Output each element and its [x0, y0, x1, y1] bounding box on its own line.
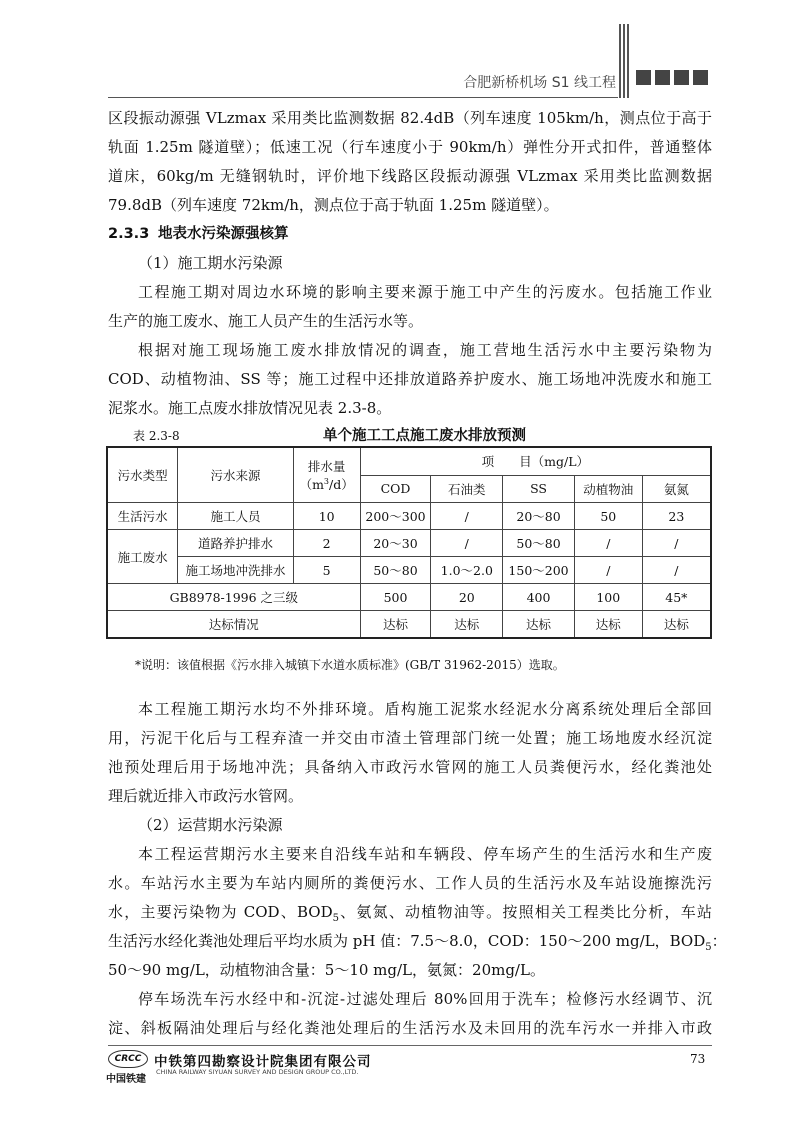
wastewater-table — [106, 446, 712, 639]
paragraph-line: 79.8dB（列车速度 72km/h，测点位于高于轨面 1.25m 隧道壁）。 — [108, 196, 559, 214]
table-row-compliance: 达标情况 达标 达标 达标 达标 达标 — [107, 611, 711, 639]
paragraph-line: 生活污水经化粪池处理后平均水质为 pH 值：7.5～8.0，COD：150～200 mg/L，$BOD_5$： — [108, 932, 727, 953]
paragraph-line: 淀、斜板隔油处理后与经化粪池处理后的生活污水及未回用的洗车污水一并排入市政 — [108, 1019, 712, 1037]
group-domestic: 生活污水 — [107, 503, 178, 530]
header-title: 合肥新桥机场 S1 线工程 — [463, 75, 616, 91]
table-note: *说明：该值根据《污水排入城镇下水道水质标准》(GB/T 31962-2015）选取。 — [135, 658, 565, 672]
paragraph-line: 池预处理后用于场地冲洗；具备纳入市政污水管网的施工人员粪便污水，经化粪池处 — [108, 758, 712, 776]
paragraph-line: 水，主要污染物为 COD、$BOD_5$、氨氮、动植物油等。按照相关工程类比分析，车站 — [108, 903, 712, 924]
paragraph-line: 生产的施工废水、施工人员产生的生活污水等。 — [108, 312, 424, 330]
table-header-row — [107, 447, 711, 475]
group-construction: 施工废水 — [107, 530, 178, 584]
paragraph-line: 水。车站污水主要为车站内厕所的粪便污水、工作人员的生活污水及车站设施擦洗污 — [108, 874, 712, 892]
table-id: 表 2.3-8 — [133, 429, 180, 443]
col-oil: 石油类 — [431, 475, 503, 503]
paragraph-line: COD、动植物油、SS 等；施工过程中还排放道路养护废水、施工场地冲洗废水和施工 — [108, 370, 712, 388]
header-items: 项 目（mg/L） — [360, 447, 711, 475]
paragraph-line: 区段振动源强 VLzmax 采用类比监测数据 82.4dB（列车速度 105km/h，测点位于高于 — [108, 109, 712, 127]
body-bottom — [108, 695, 727, 1043]
company-name-cn: 中铁第四勘察设计院集团有限公司 — [154, 1054, 372, 1070]
col-animal-oil: 动植物油 — [574, 475, 642, 503]
paragraph-line: 工程施工期对周边水环境的影响主要来源于施工中产生的污废水。包括施工作业 — [138, 283, 712, 301]
subsection-heading: （2）运营期水污染源 — [138, 816, 283, 834]
col-ss: SS — [503, 475, 575, 503]
section-number: 2.3.3 — [108, 226, 150, 242]
page-number: 73 — [690, 1052, 706, 1066]
table-row-standard: GB8978-1996 之三级 500 20 400 100 45* — [107, 584, 711, 611]
paragraph-line: 本工程运营期污水主要来自沿线车站和车辆段、停车场产生的生活污水和生产废 — [138, 845, 712, 863]
paragraph-line: 50～90 mg/L，动植物油含量：5～10 mg/L，氨氮：20mg/L。 — [108, 961, 545, 979]
paragraph-line: 停车场洗车污水经中和-沉淀-过滤处理后 80%回用于洗车；检修污水经调节、沉 — [138, 990, 712, 1008]
table-row: 施工场地冲洗排水 5 50～80 1.0～2.0 150～200 / / — [107, 557, 711, 584]
body-top — [108, 104, 712, 423]
paragraph-line: 理后就近排入市政污水管网。 — [108, 787, 304, 805]
header-discharge: 排水量 $(m^3/d)$ — [293, 447, 360, 503]
section-title: 地表水污染源强核算 — [158, 226, 289, 242]
table-caption — [133, 424, 713, 446]
paragraph-line: 用，污泥干化后与工程弃渣一并交由市渣土管理部门统一处置；施工场地废水经沉淀 — [108, 729, 712, 747]
table-row: 生活污水 施工人员 10 200～300 / 20～80 50 23 — [107, 503, 711, 530]
header-squares — [636, 70, 712, 89]
section-heading — [108, 220, 712, 249]
company-name-en: CHINA RAILWAY SIYUAN SURVEY AND DESIGN GROUP CO.,LTD. — [156, 1068, 359, 1076]
table-row: 施工废水 道路养护排水 2 20～30 / 50～80 / / — [107, 530, 711, 557]
company-logo: CRCC — [108, 1050, 148, 1068]
header-decoration-bars — [619, 24, 629, 98]
paragraph-line: 道床，60kg/m 无缝钢轨时，评价地下线路区段振动源强 VLzmax 采用类比监测数据 — [108, 167, 712, 185]
paragraph-line: 根据对施工现场施工废水排放情况的调查，施工营地生活污水中主要污染物为 — [138, 341, 712, 359]
header-source: 污水来源 — [178, 447, 293, 503]
paragraph-line: 本工程施工期污水均不外排环境。盾构施工泥浆水经泥水分离系统处理后全部回 — [138, 700, 712, 718]
table-title: 单个施工工点施工废水排放预测 — [323, 428, 526, 444]
paragraph-line: 轨面 1.25m 隧道壁）；低速工况（行车速度小于 90km/h）弹性分开式扣件，普通整体 — [108, 138, 712, 156]
col-cod: COD — [360, 475, 431, 503]
subsection-heading: （1）施工期水污染源 — [138, 254, 283, 272]
paragraph-line: 泥浆水。施工点废水排放情况见表 2.3-8。 — [108, 399, 392, 417]
brand-label: 中国铁建 — [106, 1074, 146, 1085]
footer-rule — [108, 1045, 712, 1046]
header-rule — [108, 97, 618, 98]
col-ammonia: 氨氮 — [642, 475, 711, 503]
header-type: 污水类型 — [107, 447, 178, 503]
